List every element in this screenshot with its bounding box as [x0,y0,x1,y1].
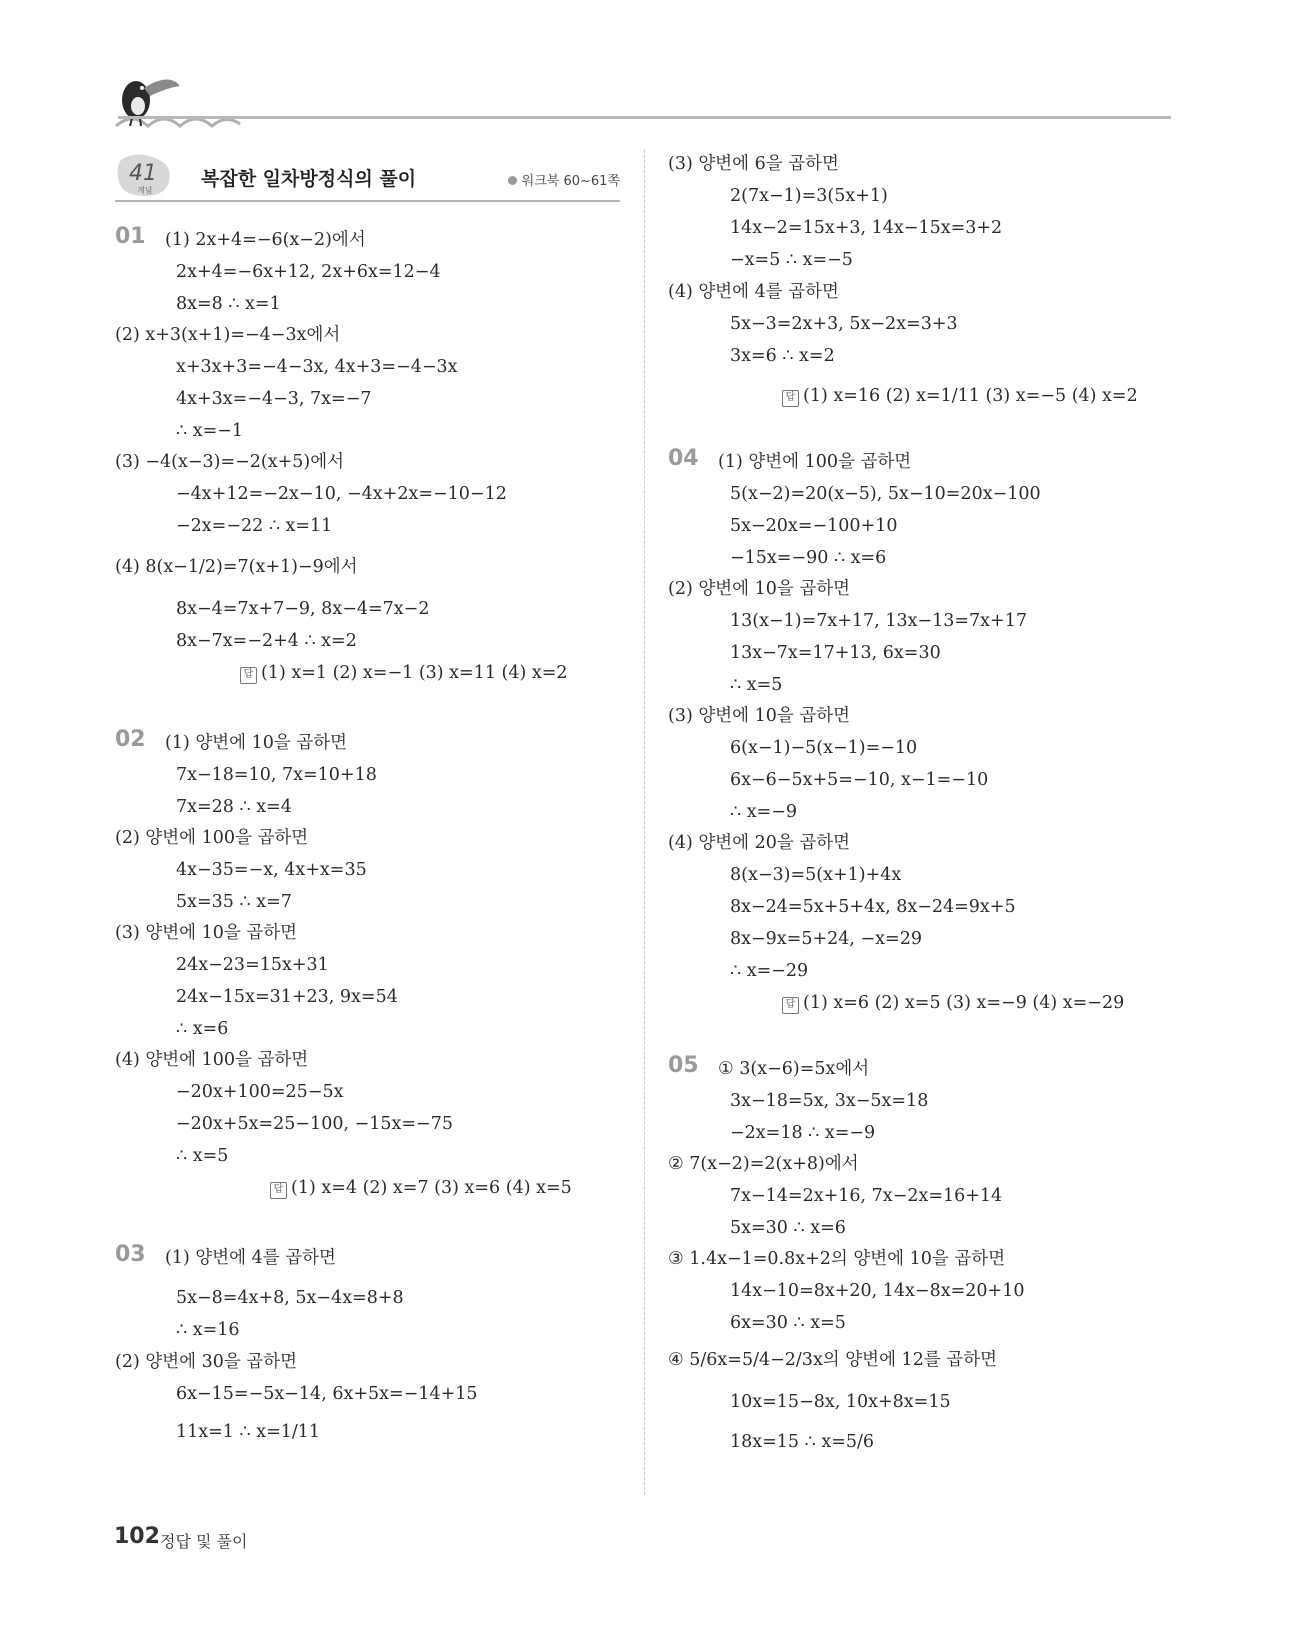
solution-line: ∴ x=5 [176,1146,229,1166]
solution-line: 7x−18=10, 7x=10+18 [176,765,377,785]
answer-line: 답 (1) x=1 (2) x=−1 (3) x=11 (4) x=2 [240,661,568,685]
solution-line: 7x−14=2x+16, 7x−2x=16+14 [730,1186,1003,1206]
solution-line: 6x−15=−5x−14, 6x+5x=−14+15 [176,1384,478,1404]
solution-line: 7x=28 ∴ x=4 [176,797,292,817]
answer-mark-icon: 답 [270,1182,287,1199]
header-rule [118,116,1171,119]
solution-line: 13(x−1)=7x+17, 13x−13=7x+17 [730,611,1027,631]
answer-line: 답 (1) x=16 (2) x=1/11 (3) x=−5 (4) x=2 [782,384,1138,408]
solution-line: ∴ x=−9 [730,802,798,822]
solution-line: ∴ x=5 [730,675,783,695]
answer-mark-icon: 답 [782,997,799,1014]
solution-line: 5x−20x=−100+10 [730,516,898,536]
solution-line: ② 7(x−2)=2(x+8)에서 [668,1154,859,1174]
solution-line: 5x−3=2x+3, 5x−2x=3+3 [730,314,958,334]
solution-line: ∴ x=−1 [176,421,244,441]
solution-line: x+3x+3=−4−3x, 4x+3=−4−3x [176,357,458,377]
solution-line: ④ 5/6x=5/4−2/3x의 양변에 12를 곱하면 [668,1350,998,1370]
solution-line: (2) 양변에 10을 곱하면 [668,579,851,599]
solution-line: (2) 양변에 30을 곱하면 [115,1352,298,1372]
solution-line: (3) 양변에 10을 곱하면 [115,923,298,943]
solution-line: −2x=18 ∴ x=−9 [730,1123,876,1143]
solution-line: ③ 1.4x−1=0.8x+2의 양변에 10을 곱하면 [668,1249,1006,1269]
solution-line: (4) 양변에 20을 곱하면 [668,833,851,853]
solution-line: −4x+12=−2x−10, −4x+2x=−10−12 [176,484,507,504]
section-badge-icon [115,152,175,198]
problem-number: 03 [115,1242,146,1267]
solution-line: 24x−23=15x+31 [176,955,329,975]
solution-line: 2(7x−1)=3(5x+1) [730,186,888,206]
problem-number: 02 [115,727,146,752]
solution-line: 6x−6−5x+5=−10, x−1=−10 [730,770,989,790]
section-rule [115,200,620,202]
solution-line: 2x+4=−6x+12, 2x+6x=12−4 [176,262,441,282]
solution-line: 6(x−1)−5(x−1)=−10 [730,738,918,758]
solution-line: (2) x+3(x+1)=−4−3x에서 [115,325,341,345]
solution-line: 8x−7x=−2+4 ∴ x=2 [176,631,357,651]
answer-mark-icon: 답 [782,390,799,407]
solution-line: 6x=30 ∴ x=5 [730,1313,846,1333]
column-divider [644,150,645,1495]
solution-line: ∴ x=−29 [730,961,809,981]
page-number: 102 [114,1524,160,1549]
solution-line: 10x=15−8x, 10x+8x=15 [730,1392,951,1412]
section-header [115,152,620,202]
toucan-logo-icon [114,68,244,132]
solution-line: (4) 양변에 4를 곱하면 [668,282,839,302]
solution-line: 5(x−2)=20(x−5), 5x−10=20x−100 [730,484,1041,504]
section-sub: 개념 [137,186,153,195]
solution-line: (4) 8(x−1/2)=7(x+1)−9에서 [115,557,358,577]
solution-line: (1) 양변에 10을 곱하면 [165,733,348,753]
solution-line: 8(x−3)=5(x+1)+4x [730,865,902,885]
solution-line: 5x=35 ∴ x=7 [176,892,292,912]
solution-line: 11x=1 ∴ x=1/11 [176,1422,321,1442]
solution-line: −2x=−22 ∴ x=11 [176,516,333,536]
solution-line: ∴ x=6 [176,1019,229,1039]
solution-line: (3) −4(x−3)=−2(x+5)에서 [115,452,345,472]
problem-number: 01 [115,224,146,249]
solution-line: 3x=6 ∴ x=2 [730,346,835,366]
solution-line: 18x=15 ∴ x=5/6 [730,1432,875,1452]
problem-number: 04 [668,446,699,471]
problem-number: 05 [668,1053,699,1078]
solution-line: 8x−4=7x+7−9, 8x−4=7x−2 [176,599,430,619]
bullet-dot-icon [508,176,517,185]
answer-mark-icon: 답 [240,667,257,684]
solution-line: −15x=−90 ∴ x=6 [730,548,887,568]
section-number: 41 [129,161,157,186]
solution-line: (3) 양변에 6을 곱하면 [668,154,839,174]
solution-line: 5x=30 ∴ x=6 [730,1218,846,1238]
answer-line: 답 (1) x=4 (2) x=7 (3) x=6 (4) x=5 [270,1176,572,1200]
solution-line: 14x−2=15x+3, 14x−15x=3+2 [730,218,1003,238]
solution-line: 8x−24=5x+5+4x, 8x−24=9x+5 [730,897,1016,917]
solution-line: 4x+3x=−4−3, 7x=−7 [176,389,372,409]
solution-line: −x=5 ∴ x=−5 [730,250,853,270]
solution-line: 24x−15x=31+23, 9x=54 [176,987,398,1007]
solution-line: 8x=8 ∴ x=1 [176,294,281,314]
solution-line: 14x−10=8x+20, 14x−8x=20+10 [730,1281,1025,1301]
solution-line: (4) 양변에 100을 곱하면 [115,1050,309,1070]
solution-line: 5x−8=4x+8, 5x−4x=8+8 [176,1288,404,1308]
footer-label: 정답 및 풀이 [160,1532,248,1551]
solution-line: (1) 2x+4=−6(x−2)에서 [165,230,366,250]
solution-line: ∴ x=16 [176,1320,240,1340]
solution-line: ① 3(x−6)=5x에서 [718,1059,870,1079]
solution-line: (1) 양변에 4를 곱하면 [165,1248,336,1268]
solution-line: −20x+100=25−5x [176,1082,344,1102]
workbook-reference: 워크북 60~61쪽 [508,170,620,189]
solution-line: 8x−9x=5+24, −x=29 [730,929,922,949]
solution-line: (3) 양변에 10을 곱하면 [668,706,851,726]
section-title: 복잡한 일차방정식의 풀이 [201,168,417,190]
solution-line: (2) 양변에 100을 곱하면 [115,828,309,848]
solution-line: (1) 양변에 100을 곱하면 [718,452,912,472]
answer-line: 답 (1) x=6 (2) x=5 (3) x=−9 (4) x=−29 [782,991,1124,1015]
solution-line: 4x−35=−x, 4x+x=35 [176,860,367,880]
solution-line: 13x−7x=17+13, 6x=30 [730,643,941,663]
solution-line: −20x+5x=25−100, −15x=−75 [176,1114,453,1134]
solution-line: 3x−18=5x, 3x−5x=18 [730,1091,929,1111]
